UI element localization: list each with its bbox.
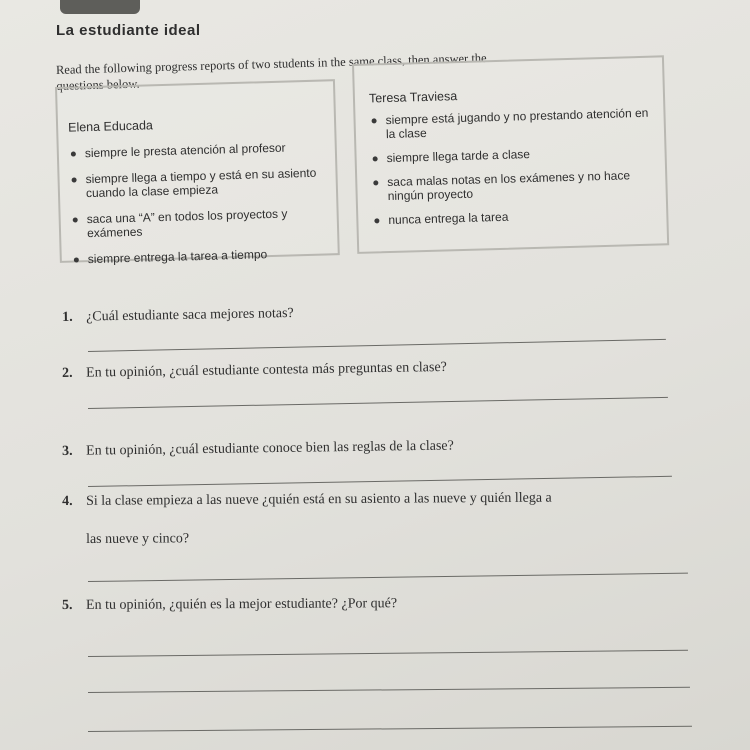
question-3 — [62, 439, 454, 460]
instructions-line-1: Read the following progress reports of two students in the same class, then answer the — [55, 50, 487, 77]
answer-line-5a[interactable] — [88, 650, 688, 657]
answer-line-3[interactable] — [88, 476, 672, 487]
question-2 — [62, 360, 447, 382]
answer-line-2[interactable] — [88, 397, 668, 409]
question-number: 1. — [62, 309, 73, 325]
list-item: siempre llega tarde a clase — [370, 143, 660, 165]
question-4 — [62, 491, 552, 510]
list-item: nunca entrega la tarea — [372, 205, 662, 227]
answer-line-5b[interactable] — [88, 687, 690, 693]
student-report-elena — [55, 79, 340, 267]
student-name: Teresa Traviesa — [368, 89, 458, 106]
question-1 — [62, 306, 294, 326]
question-text: Si la clase empieza a las nueve ¿quién está en su asiento a las nueve y quién llega a — [85, 490, 552, 509]
answer-line-5c[interactable] — [88, 726, 692, 732]
question-5 — [62, 596, 397, 614]
answer-line-4[interactable] — [88, 573, 688, 582]
list-item: saca una “A” en todos los proyectos y exámenes — [71, 205, 334, 240]
question-text: ¿Cuál estudiante saca mejores notas? — [85, 305, 294, 325]
student-report-teresa — [352, 55, 669, 254]
question-text: las nueve y cinco? — [86, 531, 190, 547]
question-text: En tu opinión, ¿cuál estudiante contesta más preguntas en clase? — [85, 359, 447, 381]
list-item: saca malas notas en los exámenes y no hace ningún proyecto — [371, 167, 662, 203]
question-text: En tu opinión, ¿quién es la mejor estudiante? ¿Por qué? — [85, 596, 398, 613]
question-number: 3. — [62, 443, 73, 459]
report-list — [369, 105, 662, 237]
question-number: 2. — [62, 365, 73, 381]
list-item: siempre le presta atención al profesor — [69, 139, 331, 160]
question-4-continued — [86, 531, 189, 548]
report-list — [69, 139, 335, 278]
page-title: La estudiante ideal — [56, 22, 201, 39]
list-item: siempre está jugando y no prestando atención en la clase — [369, 105, 660, 141]
question-text: En tu opinión, ¿cuál estudiante conoce bien las reglas de la clase? — [85, 438, 454, 459]
answer-line-1[interactable] — [88, 339, 666, 352]
instructions-line-2: questions below. — [56, 76, 140, 93]
list-item: siempre entrega la tarea a tiempo — [72, 245, 334, 266]
question-number: 5. — [62, 597, 73, 613]
question-number: 4. — [62, 493, 73, 509]
list-item: siempre llega a tiempo y está en su asiento cuando la clase empieza — [69, 165, 332, 200]
student-name: Elena Educada — [67, 118, 154, 135]
chapter-tab — [60, 0, 140, 14]
